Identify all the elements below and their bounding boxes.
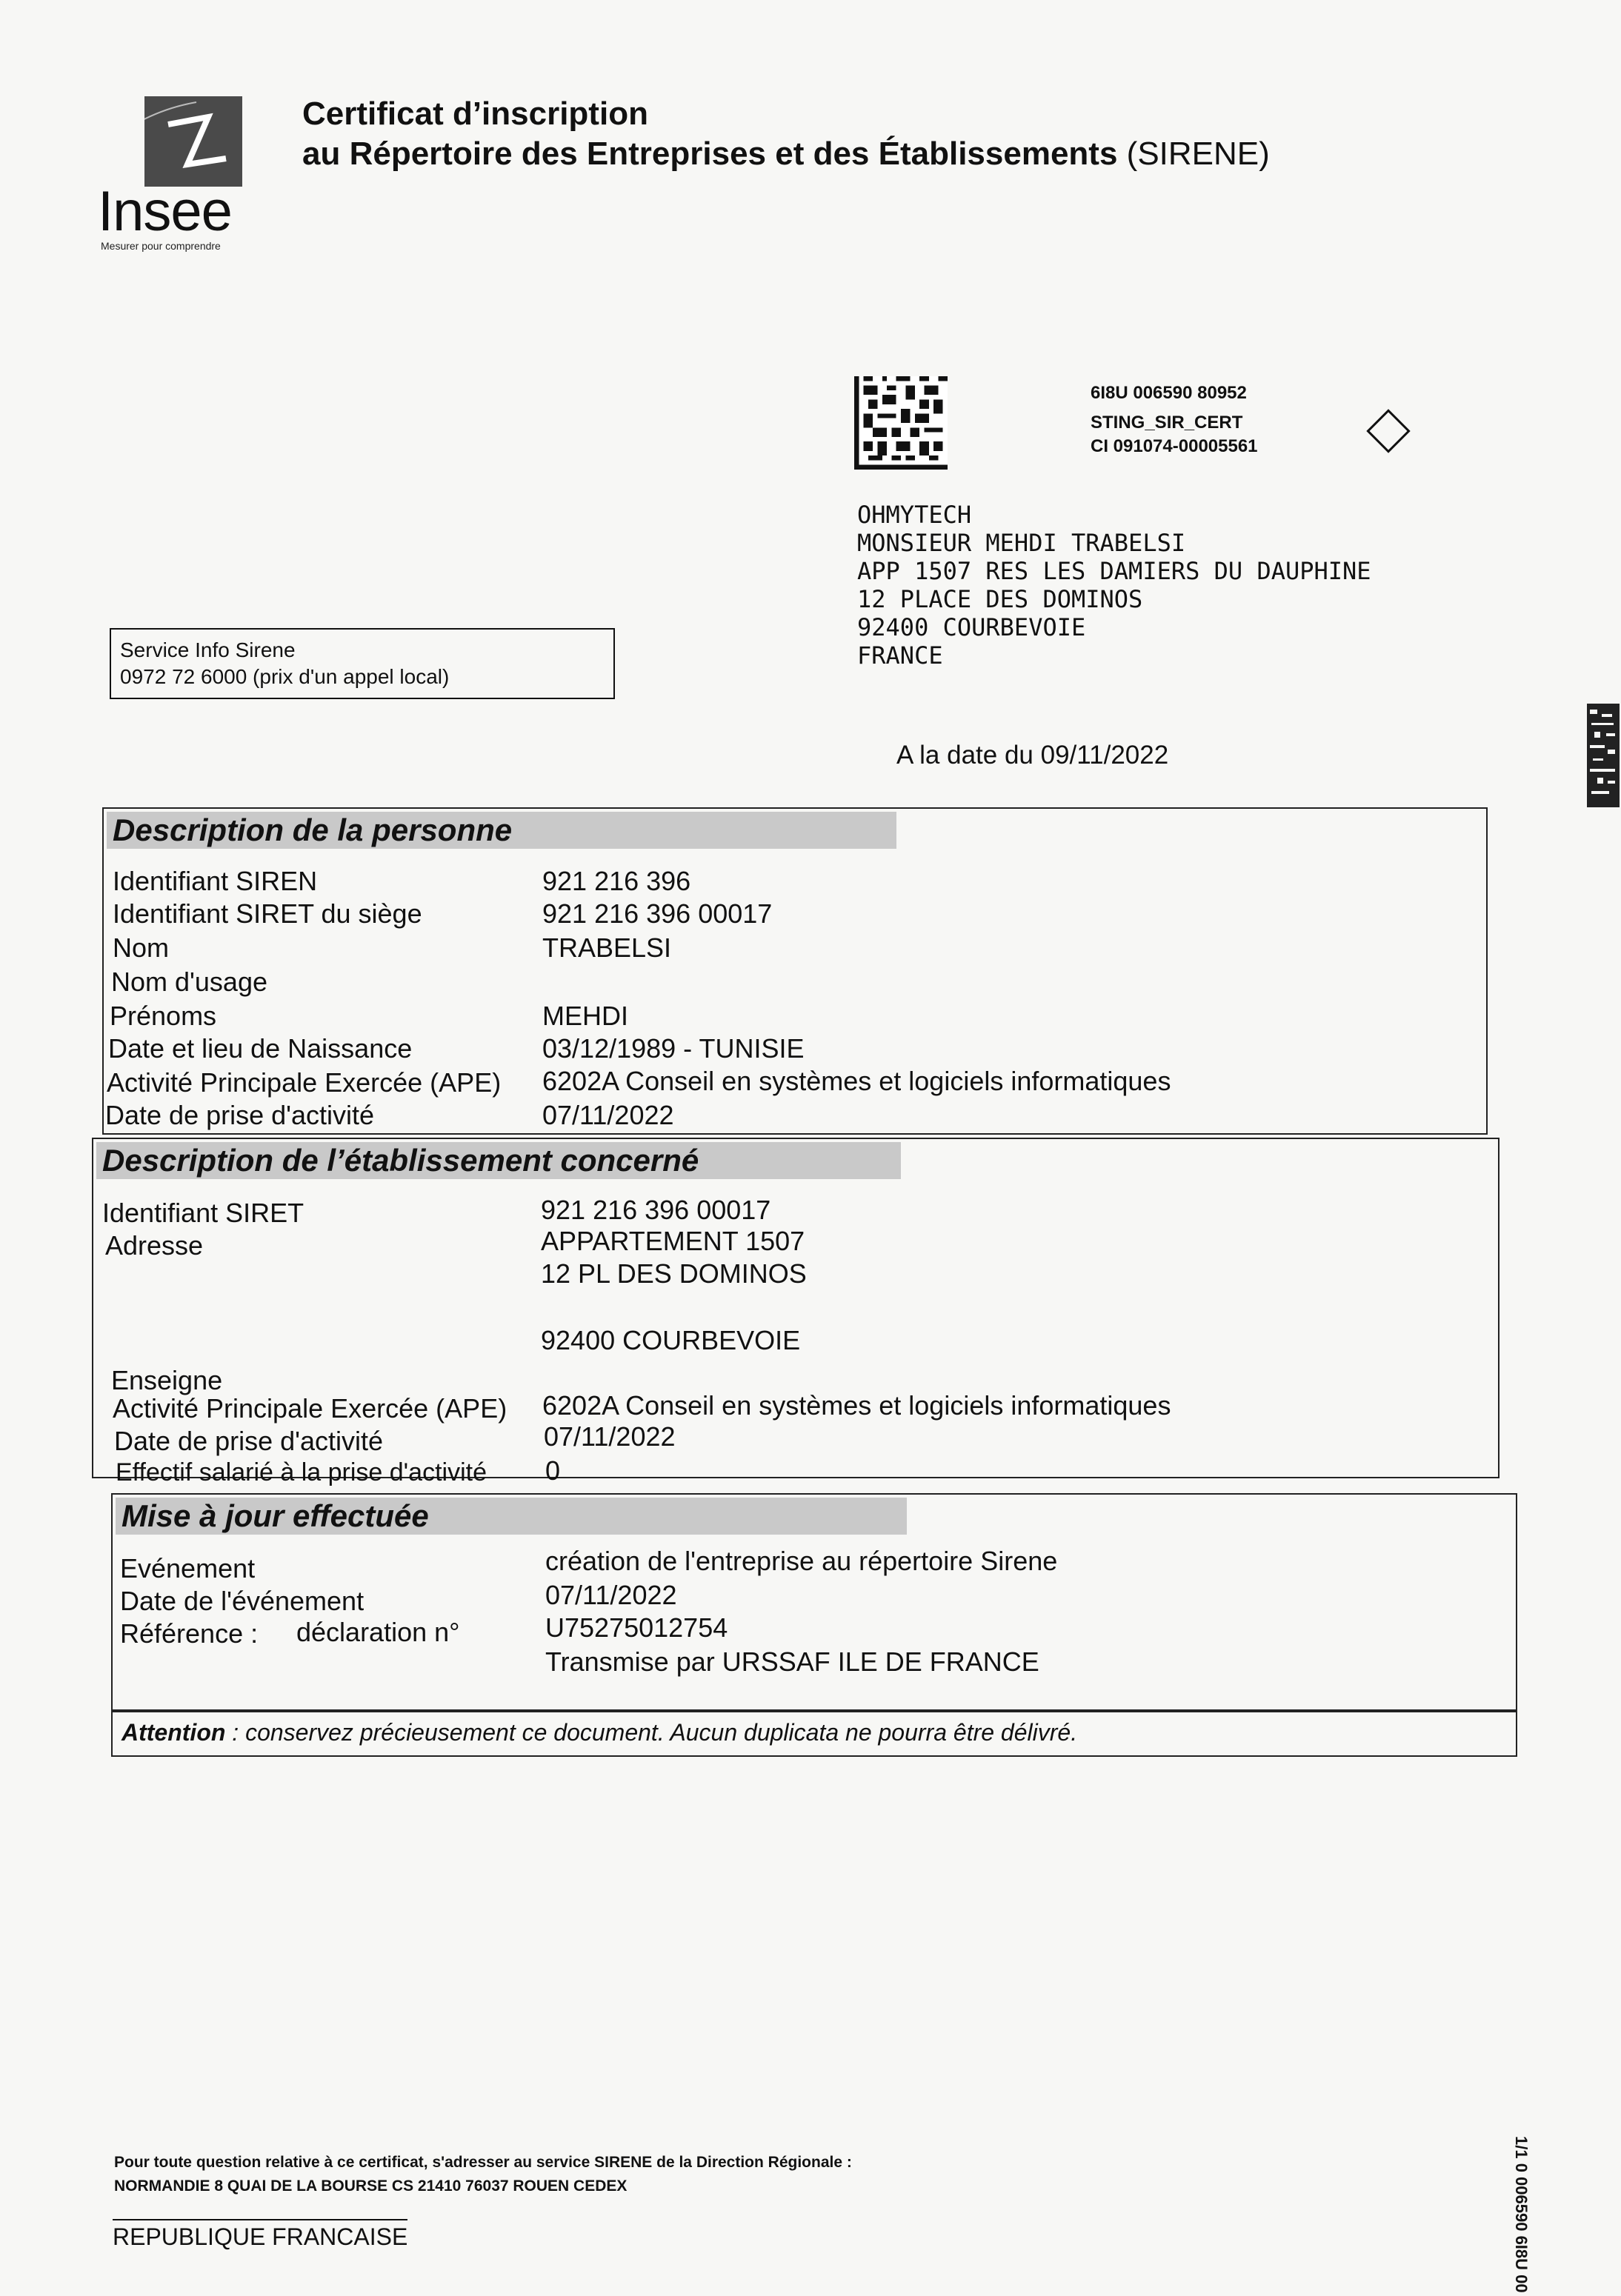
field-label: Effectif salarié à la prise d'activité — [116, 1458, 487, 1486]
field-value: 6202A Conseil en systèmes et logiciels informatiques — [542, 1066, 1171, 1096]
field-label: Adresse — [105, 1230, 204, 1261]
field-label: Activité Principale Exercée (APE) — [113, 1393, 507, 1424]
address-line: APP 1507 RES LES DAMIERS DU DAUPHINE — [857, 557, 1371, 585]
document-title-line1: Certificat d’inscription — [302, 96, 648, 132]
section-description-personne — [102, 807, 1488, 1135]
field-value: 07/11/2022 — [545, 1580, 677, 1610]
service-info-title: Service Info Sirene — [120, 638, 296, 661]
field-label: Date et lieu de Naissance — [108, 1033, 413, 1064]
field-label: Date de prise d'activité — [105, 1100, 375, 1130]
field-label: Nom d'usage — [111, 967, 267, 997]
title-line2-bold: au Répertoire des Entreprises et des Établissements — [302, 136, 1118, 172]
title-line2-sirene: (SIRENE) — [1117, 136, 1270, 172]
field-label: Date de prise d'activité — [114, 1426, 384, 1456]
code-line-1: 6I8U 006590 80952 — [1091, 383, 1247, 403]
section-title: Description de l’établissement concerné — [96, 1142, 901, 1179]
field-value: 12 PL DES DOMINOS — [541, 1258, 807, 1289]
field-label: Prénoms — [110, 1001, 217, 1031]
address-line: FRANCE — [857, 641, 943, 670]
section-mise-a-jour — [111, 1493, 1517, 1712]
field-label: Date de l'événement — [120, 1586, 365, 1616]
field-value: 03/12/1989 - TUNISIE — [542, 1033, 805, 1064]
section-description-etablissement — [92, 1138, 1499, 1486]
field-value: TRABELSI — [542, 932, 672, 963]
insee-logo-mark — [144, 96, 242, 187]
document-title-line2 — [302, 135, 1270, 173]
field-label: Identifiant SIRET du siège — [113, 898, 422, 929]
code-line-3: CI 091074-00005561 — [1091, 436, 1258, 456]
field-value: 921 216 396 00017 — [541, 1195, 771, 1225]
field-value: création de l'entreprise au répertoire Sirene — [545, 1546, 1058, 1576]
code-line-2: STING_SIR_CERT — [1091, 413, 1243, 433]
side-barcode-icon — [1587, 704, 1620, 807]
field-value: MEHDI — [542, 1001, 628, 1031]
insee-logo-word: Insee — [98, 180, 232, 243]
address-line: 12 PLACE DES DOMINOS — [857, 585, 1143, 613]
field-value: 0 — [545, 1455, 561, 1486]
field-label: Evénement — [120, 1553, 256, 1583]
field-value: 921 216 396 — [542, 866, 691, 896]
recipient-address — [857, 501, 1371, 670]
field-value: 921 216 396 00017 — [542, 898, 773, 929]
footer-contact-line1: Pour toute question relative à ce certificat, s'adresser au service SIRENE de la Direction Régionale : — [114, 2154, 852, 2171]
address-line: 92400 COURBEVOIE — [857, 613, 1086, 641]
field-label: Identifiant SIRET — [102, 1198, 304, 1228]
address-line: MONSIEUR MEHDI TRABELSI — [857, 529, 1186, 557]
footer-contact-line2: NORMANDIE 8 QUAI DE LA BOURSE CS 21410 76037 ROUEN CEDEX — [114, 2177, 628, 2195]
field-label: Enseigne — [111, 1365, 223, 1395]
field-label: Identifiant SIREN — [113, 866, 318, 896]
field-value: U75275012754 — [545, 1612, 728, 1643]
service-info-box — [110, 628, 615, 699]
datamatrix-code — [854, 376, 948, 470]
diamond-mark-icon — [1366, 409, 1410, 453]
insee-logo-tagline: Mesurer pour comprendre — [101, 240, 221, 252]
section-title: Mise à jour effectuée — [116, 1498, 907, 1535]
field-value: 6202A Conseil en systèmes et logiciels informatiques — [542, 1390, 1171, 1421]
field-value: 92400 COURBEVOIE — [541, 1325, 801, 1355]
attention-text: : conservez précieusement ce document. Aucun duplicata ne pourra être délivré. — [225, 1719, 1078, 1746]
field-sublabel: déclaration n° — [296, 1617, 460, 1647]
service-info-phone: 0972 72 6000 (prix d'un appel local) — [120, 665, 450, 688]
side-reference-code: 1/1 0 006590 6I8U 00 — [1512, 2136, 1531, 2293]
field-value: 07/11/2022 — [542, 1100, 674, 1130]
attention-label: Attention — [122, 1719, 226, 1746]
field-value: Transmise par URSSAF ILE DE FRANCE — [545, 1646, 1039, 1677]
attention-notice — [111, 1709, 1517, 1757]
republique-francaise: REPUBLIQUE FRANCAISE — [113, 2219, 407, 2251]
field-label: Référence : — [120, 1618, 259, 1649]
field-value: APPARTEMENT 1507 — [541, 1226, 805, 1256]
section-title: Description de la personne — [107, 812, 896, 849]
field-value: 07/11/2022 — [544, 1421, 676, 1452]
address-line: OHMYTECH — [857, 501, 972, 529]
field-label: Nom — [113, 932, 170, 963]
certificate-date: A la date du 09/11/2022 — [896, 741, 1169, 770]
field-label: Activité Principale Exercée (APE) — [107, 1067, 502, 1098]
